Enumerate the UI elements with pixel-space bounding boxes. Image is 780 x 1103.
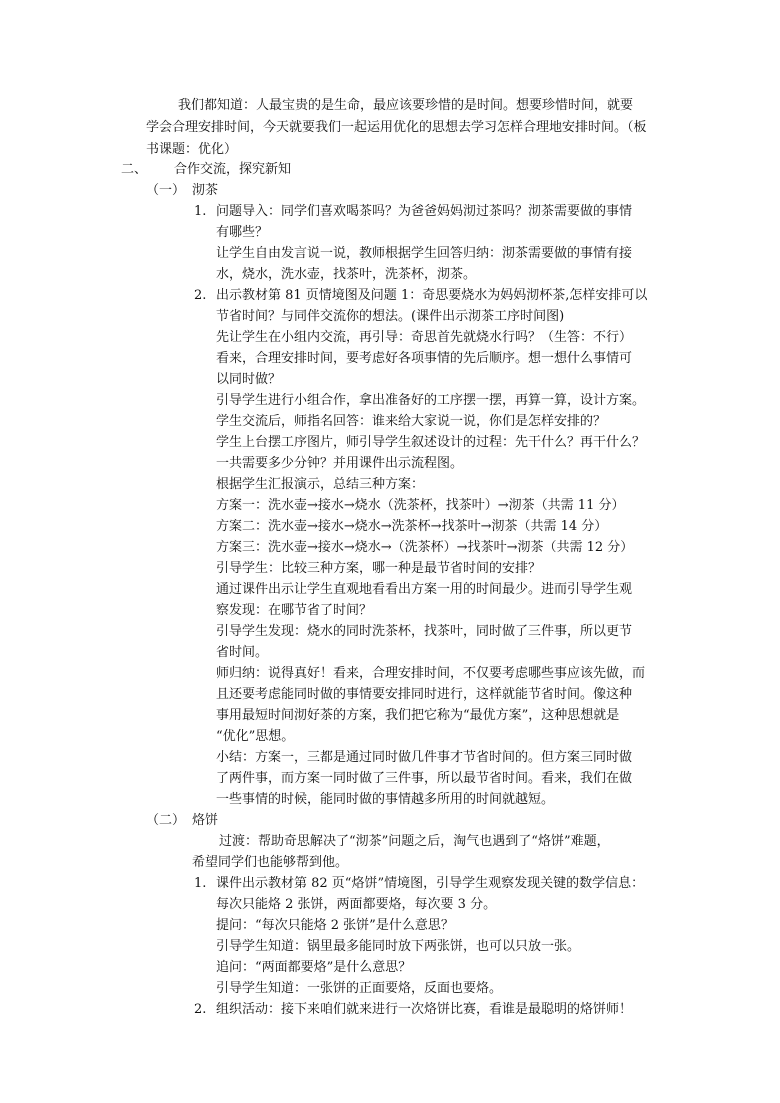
item-line: 一共需要多少分钟？并用课件出示流程图。	[216, 456, 464, 471]
item-line: 引导学生：比较三种方案，哪一种是最节省时间的安排？	[216, 561, 542, 576]
item-number: 1.	[194, 204, 207, 219]
plan-three: 方案三：洗水壶→接水→烧水→（洗茶杯）→找茶叶→沏茶（共需 12 分）	[216, 540, 634, 555]
part-label: （一）	[146, 183, 186, 198]
item-line: 水，烧水，洗水壶，找茶叶，洗茶杯，沏茶。	[216, 267, 477, 282]
item-line: 引导学生进行小组合作，拿出准备好的工序摆一摆，再算一算，设计方案。	[216, 393, 646, 408]
item-line: 引导学生发现：烧水的同时洗茶杯，找茶叶，同时做了三件事，所以更节	[216, 624, 633, 639]
item-line: 师归纳：说得真好！看来，合理安排时间，不仅要考虑哪些事应该先做，而	[216, 666, 646, 681]
item-line: 每次只能烙 2 张饼，两面都要烙，每次要 3 分。	[216, 897, 497, 912]
transition-line: 希望同学们也能够帮到他。	[192, 855, 349, 870]
intro-line: 我们都知道：人最宝贵的是生命，最应该要珍惜的是时间。想要珍惜时间，就要	[178, 98, 634, 113]
plan-two: 方案二：洗水壶→接水→烧水→洗茶杯→找茶叶→沏茶（共需 14 分）	[216, 519, 608, 534]
item-line: “优化”思想。	[216, 729, 295, 744]
section-title: 合作交流，探究新知	[174, 162, 292, 177]
item-line: 有哪些？	[216, 225, 269, 240]
item-line: 事用最短时间沏好茶的方案，我们把它称为“最优方案”，这种思想就是	[216, 708, 620, 723]
plan-one: 方案一：洗水壶→接水→烧水（洗茶杯，找茶叶）→沏茶（共需 11 分）	[216, 498, 625, 513]
item-number: 1.	[194, 876, 207, 891]
intro-line: 学会合理安排时间，今天就要我们一起运用优化的思想去学习怎样合理地安排时间。（板	[146, 120, 647, 135]
item-number: 2.	[194, 1002, 207, 1017]
part-title: 沏茶	[192, 183, 219, 198]
transition-line: 过渡：帮助奇思解决了“沏茶”问题之后，淘气也遇到了“烙饼”难题，	[219, 834, 610, 849]
part-title: 烙饼	[192, 813, 219, 828]
item-line: 引导学生知道：一张饼的正面要烙，反面也要烙。	[216, 981, 503, 996]
item-line: 看来，合理安排时间，要考虑好各项事情的先后顺序。想一想什么事情可	[216, 351, 633, 366]
item-line: 组织活动：接下来咱们就来进行一次烙饼比赛，看谁是最聪明的烙饼师！	[216, 1002, 633, 1017]
item-line: 提问：“每次只能烙 2 张饼”是什么意思？	[216, 918, 454, 933]
item-line: 小结：方案一，三都是通过同时做几件事才节省时间的。但方案三同时做	[216, 750, 633, 765]
item-line: 先让学生在小组内交流，再引导：奇思首先就烧水行吗？（生答：不行）	[216, 330, 633, 345]
item-line: 问题导入：同学们喜欢喝茶吗？为爸爸妈妈沏过茶吗？沏茶需要做的事情	[216, 204, 633, 219]
item-line: 让学生自由发言说一说，教师根据学生回答归纳：沏茶需要做的事情有接	[216, 246, 633, 261]
intro-line: 书课题：优化）	[146, 142, 238, 157]
item-line: 学生上台摆工序图片，师引导学生叙述设计的过程：先干什么？再干什么？	[216, 435, 646, 450]
item-line: 省时间。	[216, 645, 269, 660]
item-line: 节省时间？与同伴交流你的想法。(课件出示沏茶工序时间图)	[216, 309, 565, 324]
item-line: 通过课件出示让学生直观地看看出方案一用的时间最少。进而引导学生观	[216, 582, 633, 597]
item-line: 察发现：在哪节省了时间？	[216, 603, 373, 618]
item-line: 引导学生知道：锅里最多能同时放下两张饼，也可以只放一张。	[216, 939, 581, 954]
item-line: 出示教材第 81 页情境图及问题 1：奇思要烧水为妈妈沏杯茶,怎样安排可以	[216, 288, 648, 303]
item-line: 根据学生汇报演示，总结三种方案：	[216, 477, 425, 492]
section-number: 二、	[121, 162, 148, 177]
item-line: 学生交流后，师指名回答：谁来给大家说一说，你们是怎样安排的？	[216, 414, 607, 429]
item-line: 以同时做？	[216, 372, 282, 387]
item-line: 了两件事，而方案一同时做了三件事，所以最节省时间。看来，我们在做	[216, 771, 633, 786]
item-number: 2.	[194, 288, 207, 303]
item-line: 追问：“两面都要烙”是什么意思？	[216, 960, 412, 975]
item-line: 且还要考虑能同时做的事情要安排同时进行，这样就能节省时间。像这种	[216, 687, 633, 702]
item-line: 课件出示教材第 82 页“烙饼”情境图，引导学生观察发现关键的数学信息：	[216, 876, 645, 891]
item-line: 一些事情的时候，能同时做的事情越多所用的时间就越短。	[216, 792, 555, 807]
part-label: （二）	[146, 813, 186, 828]
